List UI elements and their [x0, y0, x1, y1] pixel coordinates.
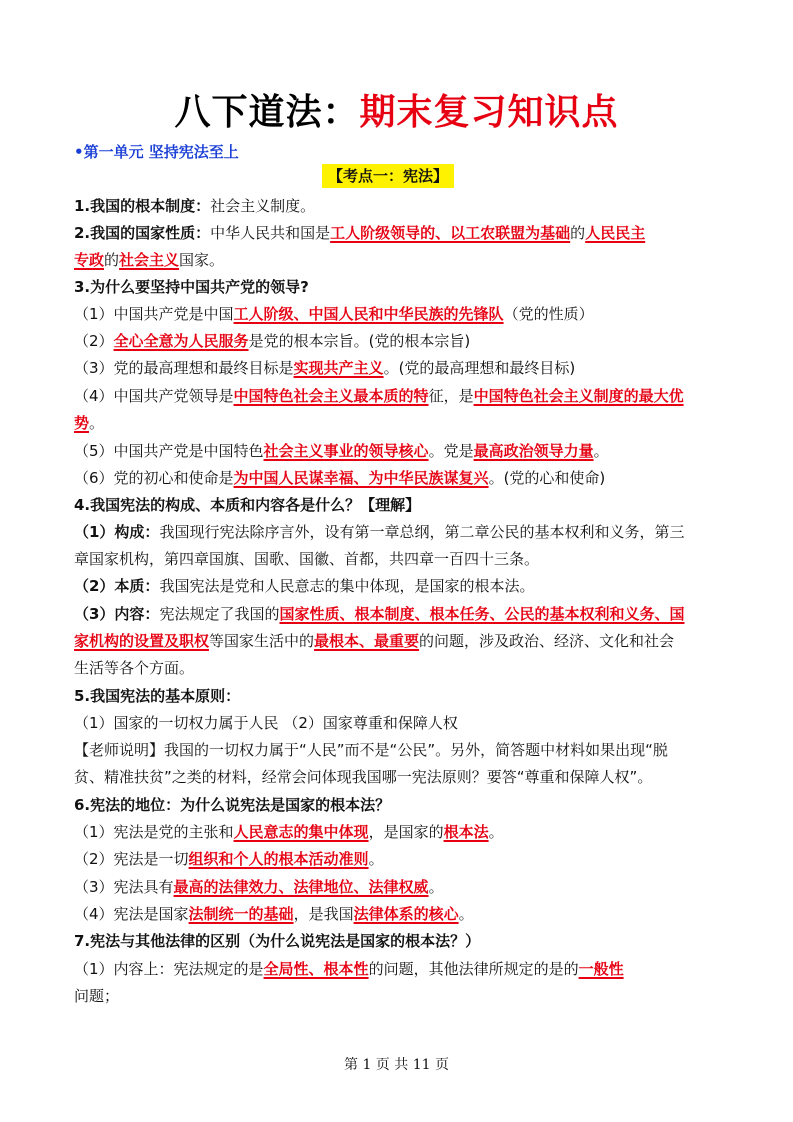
- q2-text-c: 的: [104, 251, 120, 269]
- q4-p2-label: （2）本质：: [74, 577, 160, 595]
- q4-p3-label: （3）内容：: [74, 605, 160, 623]
- q4-p1-label: （1）构成：: [74, 523, 160, 541]
- q4-p3-red-3: 最根本、最重要: [314, 632, 420, 650]
- q4-p3-text-b: 等国家生活中的: [209, 632, 315, 650]
- q3-i2-red: 全心全意为人民服务: [113, 332, 249, 350]
- q7-heading: 7.宪法与其他法律的区别（为什么说宪法是国家的根本法？）: [74, 932, 481, 950]
- q3-i4-red-1: 中国特色社会主义最本质的特: [233, 387, 429, 405]
- q5-item: （1）国家的一切权力属于人民 （2）国家尊重和保障人权: [74, 714, 458, 732]
- q1-text: 社会主义制度。: [210, 197, 316, 215]
- q3-i3-a: （3）党的最高理想和最终目标是: [74, 359, 294, 377]
- q4-p2-text: 我国宪法是党和人民意志的集中体现，是国家的根本法。: [159, 577, 535, 595]
- q6-i3-b: 。: [428, 878, 444, 896]
- q3-i2-b: 是党的根本宗旨。(党的根本宗旨): [248, 332, 471, 350]
- q1: [74, 196, 724, 216]
- q6-i3-red: 最高的法律效力、法律地位、法律权威: [173, 878, 429, 896]
- q2-text-b: 的: [570, 224, 586, 242]
- q3-i2-a: （2）: [74, 332, 114, 350]
- q4-p3-red-2: 家机构的设置及职权: [74, 632, 210, 650]
- q1-heading: 1.我国的根本制度：: [74, 197, 211, 215]
- q6-i1-red-2: 根本法: [443, 823, 489, 841]
- q2-heading: 2.我国的国家性质：: [74, 224, 211, 242]
- q3-i5-c: 。: [593, 442, 609, 460]
- q3-item-3: [74, 358, 724, 378]
- q7-i1-red-1: 全局性、根本性: [263, 960, 369, 978]
- q4-p1-text-a: 我国现行宪法除序言外，设有第一章总纲，第二章公民的基本权利和义务，第三: [159, 523, 685, 541]
- q5-note-1: 【老师说明】我国的一切权力属于“人民”而不是“公民”。另外，简答题中材料如果出现“脱: [74, 741, 668, 759]
- q4-p3-line2: [74, 631, 724, 651]
- q7-item-1-cont: 问题；: [74, 987, 120, 1005]
- q4-p3-line1: [74, 604, 724, 624]
- q7-i1-a: （1）内容上：宪法规定的是: [74, 960, 264, 978]
- q4-p1-line2: 章国家机构，第四章国旗、国歌、国徽、首都，共四章一百四十三条。: [74, 550, 540, 568]
- q3-item-5: [74, 441, 724, 461]
- q2-red-3: 专政: [74, 251, 105, 269]
- q6-i1-red-1: 人民意志的集中体现: [233, 823, 369, 841]
- q4-p3-text-c: 的问题，涉及政治、经济、文化和社会: [419, 632, 675, 650]
- q2-line2: [74, 250, 724, 270]
- q4-heading: 4.我国宪法的构成、本质和内容各是什么？【理解】: [74, 496, 421, 514]
- q3-i5-red-1: 社会主义事业的领导核心: [263, 442, 429, 460]
- q6-item-1: [74, 822, 724, 842]
- q4-p3-line3: 生活等各个方面。: [74, 659, 195, 677]
- q6-i1-c: 。: [488, 823, 504, 841]
- q3-item-4-cont: [74, 413, 724, 433]
- q3-i6-a: （6）党的初心和使命是: [74, 469, 234, 487]
- q6-item-4: [74, 904, 724, 924]
- q6-i4-red-2: 法律体系的核心: [353, 905, 459, 923]
- q4-p3-red-1: 国家性质、根本制度、根本任务、公民的基本权利和义务、国: [279, 605, 685, 623]
- q3-i5-a: （5）中国共产党是中国特色: [74, 442, 264, 460]
- q7-i1-b: 的问题，其他法律所规定的是的: [368, 960, 579, 978]
- q3-i4-red-3: 势: [74, 414, 90, 432]
- q3-i4-b: 征，是: [428, 387, 474, 405]
- q4-p3-text-a: 宪法规定了我国的: [159, 605, 280, 623]
- q3-i5-b: 。党是: [428, 442, 474, 460]
- q2-line1: [74, 223, 724, 243]
- q6-i2-a: （2）宪法是一切: [74, 850, 189, 868]
- q2-red-2: 人民民主: [585, 224, 646, 242]
- q7-i1-red-2: 一般性: [578, 960, 624, 978]
- q3-i6-red: 为中国人民谋幸福、为中华民族谋复兴: [233, 469, 489, 487]
- q3-i3-red: 实现共产主义: [293, 359, 384, 377]
- title-red: 期末复习知识点: [359, 92, 619, 133]
- q4-p1-line1: [74, 522, 724, 542]
- q6-i3-a: （3）宪法具有: [74, 878, 174, 896]
- q2-red-1: 工人阶级领导的、以工农联盟为基础: [330, 224, 571, 242]
- q3-i4-red-2: 中国特色社会主义制度的最大优: [473, 387, 684, 405]
- q6-i4-c: 。: [458, 905, 474, 923]
- page-title: [0, 84, 793, 135]
- q3-i6-b: 。(党的心和使命): [488, 469, 606, 487]
- q4-p2: [74, 576, 724, 596]
- q6-item-2: [74, 849, 724, 869]
- q6-heading: 6.宪法的地位：为什么说宪法是国家的根本法？: [74, 796, 391, 814]
- q7-item-1: [74, 959, 724, 979]
- q6-i4-red-1: 法制统一的基础: [188, 905, 294, 923]
- q3-i4-c: 。: [89, 414, 105, 432]
- q6-i1-a: （1）宪法是党的主张和: [74, 823, 234, 841]
- q6-i4-b: ，是我国: [293, 905, 354, 923]
- q3-i3-b: 。(党的最高理想和最终目标): [383, 359, 576, 377]
- q3-i1-red: 工人阶级、中国人民和中华民族的先锋队: [233, 305, 504, 323]
- q3-item-1: [74, 304, 724, 324]
- q2-red-4: 社会主义: [119, 251, 180, 269]
- q2-text-d: 国家。: [179, 251, 225, 269]
- q2-text-a: 中华人民共和国是: [210, 224, 331, 242]
- q5-heading: 5.我国宪法的基本原则：: [74, 687, 241, 705]
- q6-i1-b: ，是国家的: [368, 823, 444, 841]
- unit-heading: •第一单元 坚持宪法至上: [74, 143, 239, 161]
- q6-i2-red: 组织和个人的根本活动准则: [188, 850, 369, 868]
- q6-item-3: [74, 877, 724, 897]
- q6-i4-a: （4）宪法是国家: [74, 905, 189, 923]
- q3-i5-red-2: 最高政治领导力量: [473, 442, 594, 460]
- q3-i1-b: （党的性质）: [503, 305, 594, 323]
- q3-item-2: [74, 331, 724, 351]
- kaodian-label: 【考点一：宪法】: [322, 164, 454, 188]
- q3-item-6: [74, 468, 724, 488]
- q3-i4-a: （4）中国共产党领导是: [74, 387, 234, 405]
- page-footer: 第 1 页 共 11 页: [344, 1057, 449, 1073]
- q3-item-4: [74, 386, 724, 406]
- q6-i2-b: 。: [368, 850, 384, 868]
- title-black: 八下道法：: [174, 92, 360, 133]
- q3-heading: 3.为什么要坚持中国共产党的领导?: [74, 278, 309, 296]
- q3-i1-a: （1）中国共产党是中国: [74, 305, 234, 323]
- q5-note-2: 贫、精准扶贫”之类的材料，经常会问体现我国哪一宪法原则？要答“尊重和保障人权”。: [74, 768, 653, 786]
